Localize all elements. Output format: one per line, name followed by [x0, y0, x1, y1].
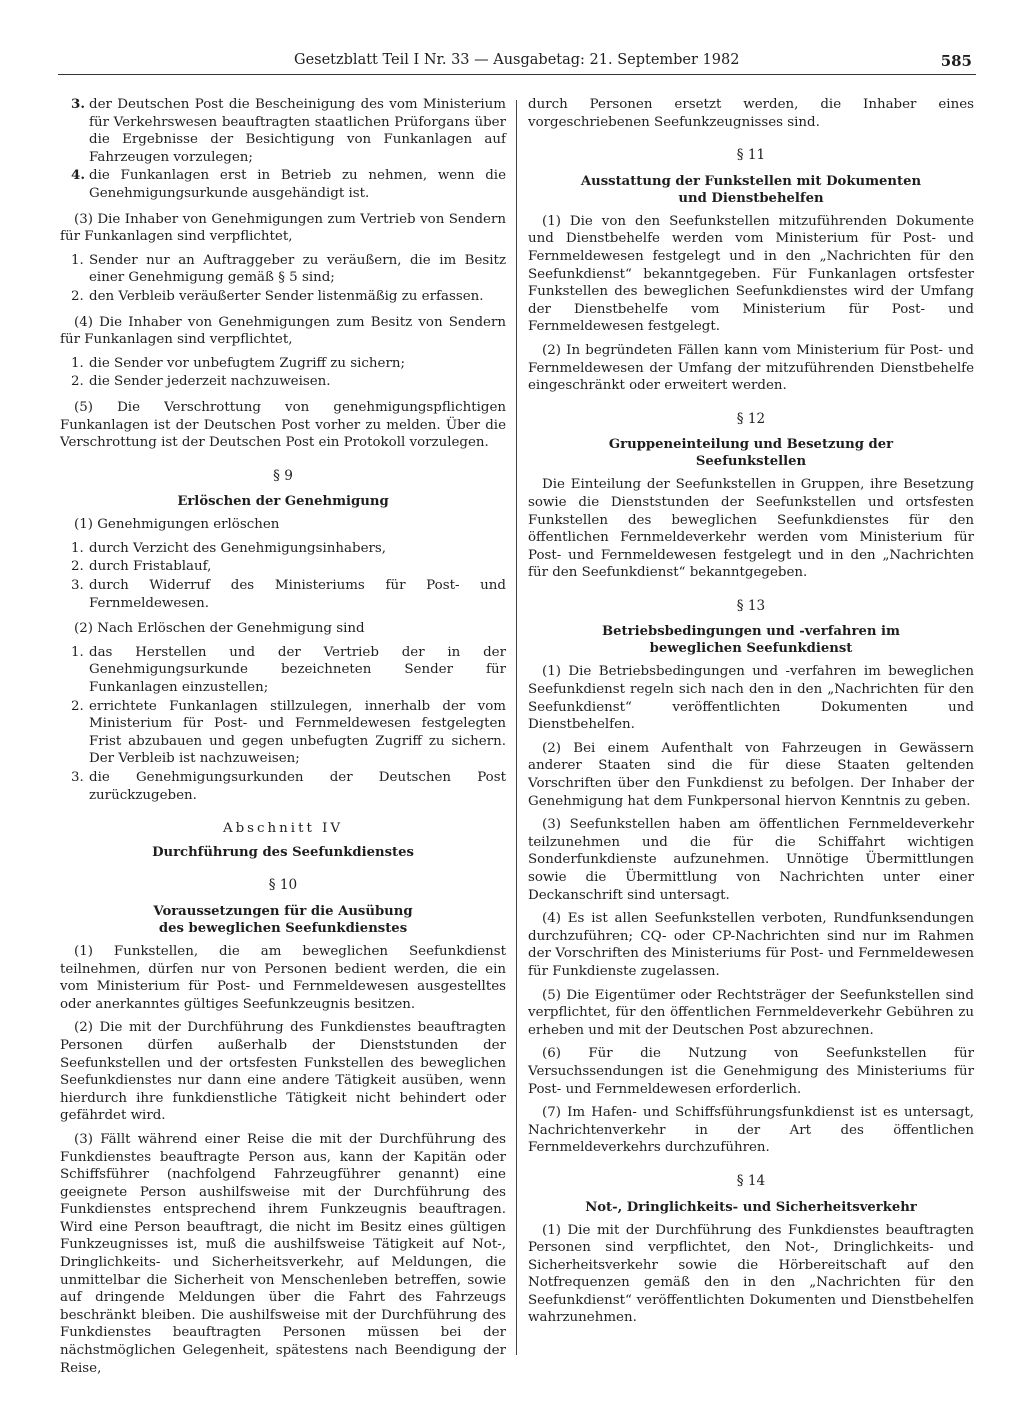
section-title — [60, 903, 506, 937]
section-number: § 11 — [736, 147, 766, 164]
list-item — [60, 96, 506, 166]
item-text: durch Widerruf des Ministeriums für Post- und Fernmeldewesen. — [89, 578, 506, 611]
paragraph-11-2: (2) In begründeten Fällen kann vom Ministerium für Post- und Fernmeldewesen der Umfang der mitzuführenden Dienstbehelfe eingeschränkt oder erweitert werden. — [528, 342, 974, 394]
section-title-line: des beweglichen Seefunkdienstes — [158, 920, 408, 936]
right-column — [528, 96, 974, 1333]
paragraph-13-2: (2) Bei einem Aufenthalt von Fahrzeugen in Gewässern anderer Staaten sind die für diese Staaten geltenden Vorschriften über den Funkdienst zu befolgen. Der Inhaber der Genehmigung hat dem Funkpersonal hiervon Kenntnis zu geben. — [528, 740, 974, 809]
list-item — [60, 540, 506, 558]
paragraph-8-5: (5) Die Verschrottung von genehmigungspflichtigen Funkanlagen ist der Deutschen Post vorher zu melden. Über die Verschrottung ist der Deutschen Post ein Protokoll vorzulegen. — [60, 399, 506, 451]
list-item — [60, 577, 506, 612]
section-title-line: beweglichen Seefunkdienst — [649, 641, 853, 657]
paragraph-13-5: (5) Die Eigentümer oder Rechtsträger der Seefunkstellen sind verpflichtet, für den öffentlichen Fernmeldeverkehr Gebühren zu erheben und mit der Deutschen Post abzurechnen. — [528, 987, 974, 1038]
section-number: § 13 — [736, 597, 766, 614]
item-text: die Genehmigungsurkunden der Deutschen Post zurückzugeben. — [89, 770, 506, 803]
list-item — [60, 288, 506, 306]
item-text: Sender nur an Auftraggeber zu veräußern, die im Besitz einer Genehmigung gemäß § 5 sind; — [89, 252, 506, 286]
paragraph-8-4: (4) Die Inhaber von Genehmigungen zum Besitz von Sendern für Funkanlagen sind verpflichtet, — [60, 314, 506, 348]
section-number: § 14 — [736, 1172, 766, 1189]
item-text: durch Fristablauf, — [89, 559, 212, 575]
paragraph-13-1: (1) Die Betriebsbedingungen und -verfahren im beweglichen Seefunkdienst regeln sich nach den in den „Nachrichten für den Seefunkdienst“ veröffentlichten Dokumenten und Dienstbehelfen. — [528, 664, 974, 733]
item-text: die Sender vor unbefugtem Zugriff zu sichern; — [89, 355, 405, 371]
section-title-line: Betriebsbedingungen und -verfahren im — [602, 624, 900, 640]
list-item — [60, 355, 506, 373]
list-item — [60, 698, 506, 768]
paragraph-8-3: (3) Die Inhaber von Genehmigungen zum Vertrieb von Sendern für Funkanlagen sind verpflichtet, — [60, 211, 506, 245]
section-title-line: Seefunkstellen — [695, 454, 807, 470]
item-number: 1. — [71, 540, 84, 556]
chapter-heading: Abschnitt IV — [222, 821, 344, 837]
section-title-line: Gruppeneinteilung und Besetzung der — [608, 437, 894, 453]
section-number: § 9 — [273, 467, 293, 484]
column-divider — [516, 100, 517, 1355]
paragraph-10-2: (2) Die mit der Durchführung des Funkdienstes beauftragten Personen dürfen außerhalb der Dienststunden der Seefunkstellen und der ortsfesten Funkstellen des beweglichen Seefunkdienstes nur dann eine andere Tätigkeit ausüben, wenn hierdurch ihre funkdienstliche Tätigkeit nicht behindert oder gefährdet wird. — [60, 1020, 506, 1124]
list-item — [60, 644, 506, 697]
list-item — [60, 769, 506, 804]
section-title-line: Voraussetzungen für die Ausübung — [153, 903, 413, 919]
item-text: das Herstellen und der Vertrieb der in der Genehmigungsurkunde bezeichneten Sender für Funkanlagen einzustellen; — [89, 644, 506, 696]
paragraph-9-2: (2) Nach Erlöschen der Genehmigung sind — [74, 621, 365, 637]
page-header — [58, 52, 976, 75]
section-title — [528, 623, 974, 657]
item-number: 2. — [71, 559, 84, 575]
page-number: 585 — [940, 52, 972, 70]
item-number: 2. — [71, 698, 84, 714]
item-number: 1. — [71, 252, 84, 268]
list-item — [60, 373, 506, 391]
item-number: 2. — [71, 374, 84, 390]
item-number: 1. — [71, 355, 84, 371]
section-title — [528, 436, 974, 470]
paragraph-10-1: (1) Funkstellen, die am beweglichen Seefunkdienst teilnehmen, dürfen nur von Personen bedient werden, die ein vom Ministerium für Post- und Fernmeldewesen ausgestelltes oder anerkanntes gültiges Seefunkzeugnis besitzen. — [60, 943, 506, 1012]
paragraph-continuation: durch Personen ersetzt werden, die Inhaber eines vorgeschriebenen Seefunkzeugnisses sind. — [528, 97, 974, 130]
item-number: 2. — [71, 288, 84, 304]
paragraph-9-1: (1) Genehmigungen erlöschen — [74, 517, 280, 533]
section-number: § 12 — [736, 410, 766, 427]
item-text: errichtete Funkanlagen stillzulegen, innerhalb der vom Ministerium für Post- und Fernmeldewesen festgelegten Frist abzubauen und gegen unbefugten Zugriff zu sichern. Der Verbleib ist nachzuweisen; — [89, 698, 506, 767]
paragraph-14-1: (1) Die mit der Durchführung des Funkdienstes beauftragten Personen sind verpflichtet, den Not-, Dringlichkeits- und Sicherheitsverkehr sowie die Hörbereitschaft auf den Notfrequenzen gemäß den in den „Nachrichten für den Seefunkdienst“ veröffentlichten Dokumenten und Dienstbehelfen wahrzunehmen. — [528, 1222, 974, 1326]
paragraph-12: Die Einteilung der Seefunkstellen in Gruppen, ihre Besetzung sowie die Dienststunden der Seefunkstellen und ortsfesten Funkstellen des beweglichen Seefunkdienstes für den öffentlichen Fernmeldeverkehr werden vom Ministerium für Post- und Fernmeldewesen festgelegt und in den „Nachrichten für den Seefunkdienst“ bekanntgegeben. — [528, 477, 974, 581]
section-title-line: Ausstattung der Funkstellen mit Dokumenten — [580, 173, 922, 189]
paragraph-13-6: (6) Für die Nutzung von Seefunkstellen für Versuchssendungen ist die Genehmigung des Ministeriums für Post- und Fernmeldewesen erforderlich. — [528, 1046, 974, 1097]
gazette-title: Gesetzblatt Teil I Nr. 33 — Ausgabetag: 21. September 1982 — [294, 52, 740, 68]
item-text: die Sender jederzeit nachzuweisen. — [89, 374, 331, 390]
item-number: 3. — [71, 770, 84, 785]
paragraph-10-3: (3) Fällt während einer Reise die mit der Durchführung des Funkdienstes beauftragte Person aus, kann der Kapitän oder Schiffsführer (nachfolgend Fahrzeugführer genannt) eine geeignete Person aushilfsweise mit der Durchführung des Funkdienstes entsprechend ihrem Funkzeugnis beauftragen. Wird eine Person beauftragt, die nicht im Besitz eines gültigen Funkzeugnisses ist, muß die aushilfsweise Tätigkeit auf Not-, Dringlichkeits- und Sicherheitsverkehr, auf Meldungen, die unmittelbar die Sicherheit von Menschenleben betreffen, sowie auf dringende Meldungen über die Fahrt des Fahrzeugs beschränkt bleiben. Die aushilfsweise mit der Durchführung des Funkdienstes beauftragten Personen müssen bei der nächstmöglichen Gelegenheit, spätestens nach Beendigung der Reise, — [60, 1131, 506, 1376]
section-title: Erlöschen der Genehmigung — [177, 494, 389, 510]
paragraph-13-4: (4) Es ist allen Seefunkstellen verboten, Rundfunksendungen durchzuführen; CQ- oder CP-Nachrichten sind nur im Rahmen der Vorschriften des Ministeriums für Post- und Fernmeldewesen für Funkdienste zugelassen. — [528, 911, 974, 979]
item-number: 1. — [71, 644, 84, 660]
left-column — [60, 96, 506, 1383]
chapter-title: Durchführung des Seefunkdienstes — [152, 844, 414, 860]
item-text: der Deutschen Post die Bescheinigung des vom Ministerium für Verkehrswesen beauftragten staatlichen Prüforgans über die Ergebnisse der Besichtigung von Funkanlagen auf Fahrzeugen vorzulegen; — [89, 97, 506, 165]
list-item — [60, 558, 506, 576]
section-title — [528, 173, 974, 207]
item-text: die Funkanlagen erst in Betrieb zu nehmen, wenn die Genehmigungsurkunde ausgehändigt ist. — [89, 168, 506, 201]
section-title: Not-, Dringlichkeits- und Sicherheitsverkehr — [585, 1199, 917, 1215]
section-number: § 10 — [268, 877, 298, 894]
paragraph-13-7: (7) Im Hafen- und Schiffsführungsfunkdienst ist es untersagt, Nachrichtenverkehr in der Art des öffentlichen Fernmeldeverkehrs durchzuführen. — [528, 1105, 974, 1156]
paragraph-13-3: (3) Seefunkstellen haben am öffentlichen Fernmeldeverkehr teilzunehmen und die für die Schiffahrt wichtigen Sonderfunkdienste aufzunehmen. Unnötige Übermittlungen sowie die Übermittlung von Nachrichten unter einer Deckanschrift sind untersagt. — [528, 817, 974, 903]
list-item — [60, 167, 506, 202]
item-number: 3. — [71, 578, 84, 594]
list-item — [60, 252, 506, 287]
item-number: 3. — [71, 96, 85, 112]
item-text: durch Verzicht des Genehmigungsinhabers, — [89, 540, 387, 556]
section-title-line: und Dienstbehelfen — [678, 190, 824, 206]
item-number: 4. — [71, 167, 85, 184]
item-text: den Verbleib veräußerter Sender listenmäßig zu erfassen. — [89, 288, 484, 304]
paragraph-11-1: (1) Die von den Seefunkstellen mitzuführenden Dokumente und Dienstbehelfe werden vom Ministerium für Post- und Fernmeldewesen festgelegt und in den „Nachrichten für den Seefunkdienst“ bekanntgegeben. Für Funkanlagen ortsfester Funkstellen des beweglichen Seefunkdienstes wird der Umfang der Dienstbehelfe vom Ministerium für Post- und Fernmeldewesen festgelegt. — [528, 213, 974, 335]
